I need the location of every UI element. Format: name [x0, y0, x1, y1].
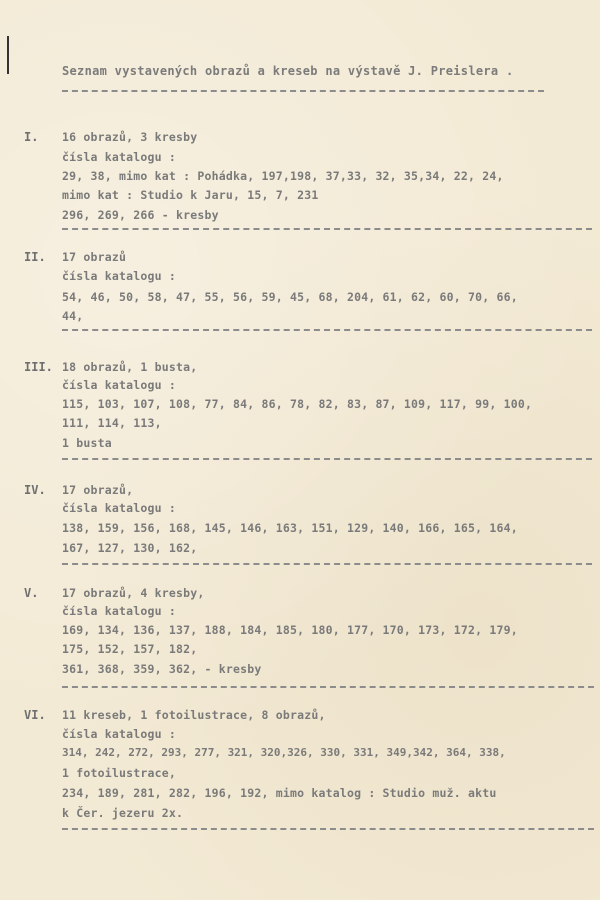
catalog-label: čísla katalogu : — [62, 269, 176, 283]
catalog-numbers: 1 busta — [62, 436, 112, 450]
catalog-numbers: 115, 103, 107, 108, 77, 84, 86, 78, 82, 83, 87, 109, 117, 99, 100, — [62, 397, 533, 411]
section-number: III. — [24, 360, 53, 374]
catalog-label: čísla katalogu : — [62, 727, 176, 741]
section-summary: 17 obrazů, 4 kresby, — [62, 586, 205, 600]
catalog-numbers: 1 fotoilustrace, — [62, 766, 176, 780]
catalog-numbers: 175, 152, 157, 182, — [62, 642, 198, 656]
section-summary: 16 obrazů, 3 kresby — [62, 130, 198, 144]
section-divider — [62, 828, 594, 830]
section-summary: 17 obrazů, — [62, 483, 134, 497]
catalog-numbers: 44, — [62, 309, 84, 323]
section-divider — [62, 458, 592, 460]
section-divider — [62, 329, 592, 331]
section-number: VI. — [24, 708, 46, 722]
section-number: V. — [24, 586, 39, 600]
catalog-numbers: 167, 127, 130, 162, — [62, 541, 198, 555]
title-underline — [62, 90, 544, 92]
catalog-numbers: k Čer. jezeru 2x. — [62, 806, 184, 820]
margin-mark — [7, 36, 9, 74]
section-summary: 11 kreseb, 1 fotoilustrace, 8 obrazů, — [62, 708, 326, 722]
document-title: Seznam vystavených obrazů a kreseb na výstavě J. Preislera . — [62, 64, 514, 78]
section-number: II. — [24, 250, 46, 264]
catalog-label: čísla katalogu : — [62, 378, 176, 392]
catalog-numbers: 54, 46, 50, 58, 47, 55, 56, 59, 45, 68, 204, 61, 62, 60, 70, 66, — [62, 290, 518, 304]
section-number: I. — [24, 130, 39, 144]
catalog-numbers: 29, 38, mimo kat : Pohádka, 197,198, 37,33, 32, 35,34, 22, 24, — [62, 169, 504, 183]
section-divider — [62, 686, 594, 688]
catalog-numbers: 314, 242, 272, 293, 277, 321, 320,326, 330, 331, 349,342, 364, 338, — [62, 746, 506, 759]
catalog-numbers: 169, 134, 136, 137, 188, 184, 185, 180, 177, 170, 173, 172, 179, — [62, 623, 518, 637]
catalog-label: čísla katalogu : — [62, 604, 176, 618]
catalog-numbers: 296, 269, 266 - kresby — [62, 208, 219, 222]
catalog-numbers: 111, 114, 113, — [62, 416, 162, 430]
section-summary: 17 obrazů — [62, 250, 127, 264]
catalog-numbers: mimo kat : Studio k Jaru, 15, 7, 231 — [62, 188, 319, 202]
section-divider — [62, 228, 592, 230]
section-number: IV. — [24, 483, 46, 497]
catalog-label: čísla katalogu : — [62, 501, 176, 515]
catalog-numbers: 361, 368, 359, 362, - kresby — [62, 662, 262, 676]
section-summary: 18 obrazů, 1 busta, — [62, 360, 198, 374]
catalog-numbers: 234, 189, 281, 282, 196, 192, mimo katalog : Studio muž. aktu — [62, 786, 497, 800]
section-divider — [62, 563, 592, 565]
catalog-label: čísla katalogu : — [62, 150, 176, 164]
catalog-numbers: 138, 159, 156, 168, 145, 146, 163, 151, 129, 140, 166, 165, 164, — [62, 521, 518, 535]
